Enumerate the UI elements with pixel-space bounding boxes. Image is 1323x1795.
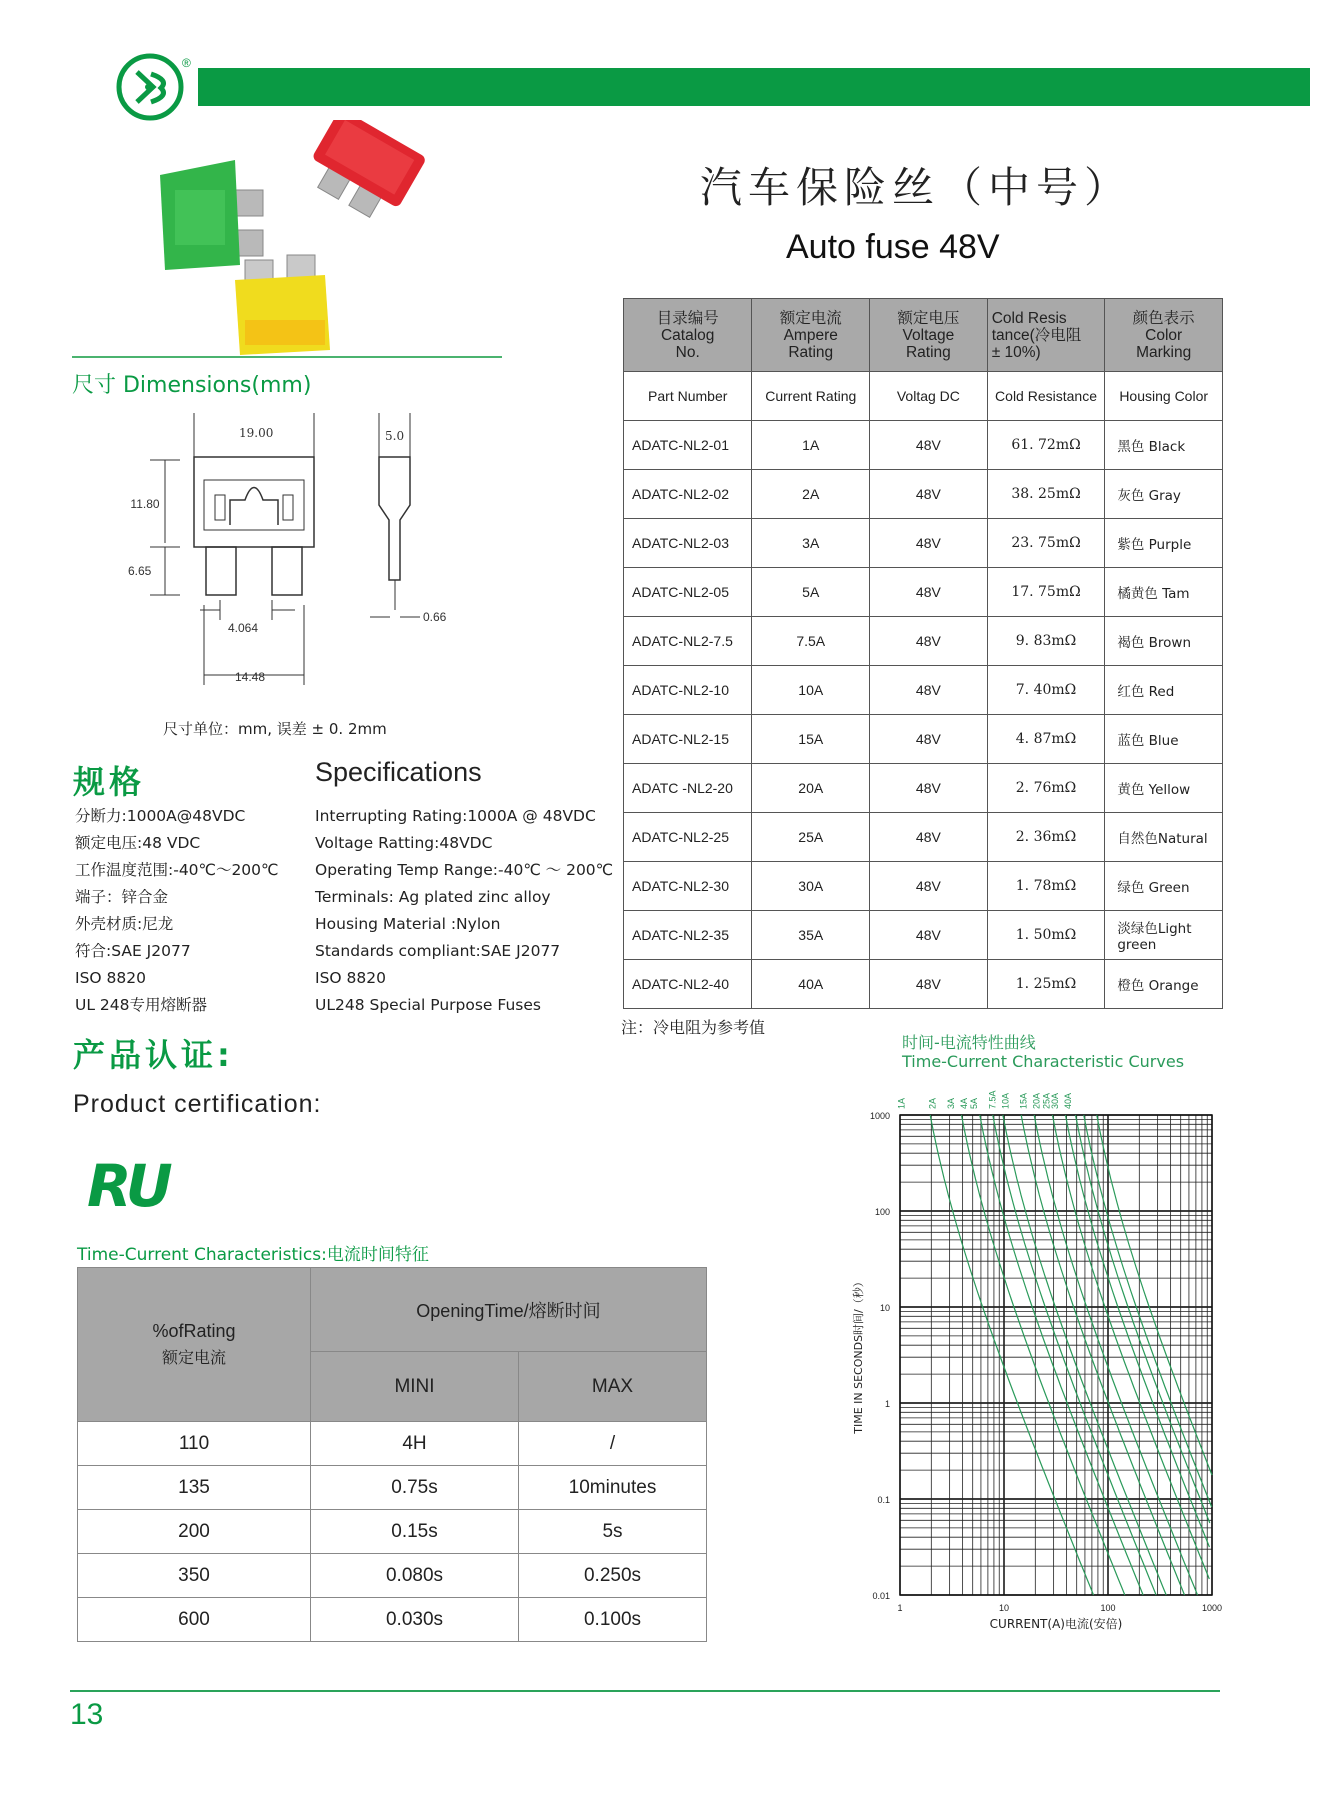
specs-list-cn (75, 803, 278, 1019)
dim-blade-thickness: 0.66 (423, 610, 447, 624)
header-ampere: 额定电流 Ampere Rating (752, 299, 870, 372)
current-rating-cell: 1A (752, 421, 870, 470)
spec-item: 额定电压:48 VDC (75, 834, 201, 852)
time-current-table (77, 1267, 707, 1642)
dim-body-height: 11.80 (130, 497, 160, 511)
tc-row (78, 1598, 707, 1642)
series-label: 20A (1031, 1092, 1042, 1109)
chart-title-en: Time-Current Characteristic Curves (902, 1052, 1185, 1071)
cold-resistance-cell: 17. 75mΩ (987, 568, 1105, 617)
spec-item: Voltage Ratting:48VDC (315, 834, 493, 852)
housing-color-cell: 绿色 Green (1105, 862, 1223, 911)
housing-color-cell: 灰色 Gray (1105, 470, 1223, 519)
page-title-cn: 汽车保险丝（中号） (700, 163, 1133, 212)
series-label: 30A (1049, 1092, 1060, 1109)
part-number-cell: ADATC-NL2-15 (624, 715, 752, 764)
spec-item: 端子：锌合金 (75, 888, 169, 906)
current-rating-cell: 3A (752, 519, 870, 568)
tc-max-cell: 0.100s (519, 1598, 707, 1642)
subheader-cell: Cold Resistance (987, 372, 1105, 421)
current-rating-cell: 10A (752, 666, 870, 715)
current-rating-cell: 25A (752, 813, 870, 862)
specs-heading-cn: 规格 (73, 763, 146, 801)
cold-resistance-cell: 9. 83mΩ (987, 617, 1105, 666)
current-rating-cell: 20A (752, 764, 870, 813)
curve-series (1076, 1115, 1210, 1523)
subheader-cell: Voltag DC (870, 372, 988, 421)
ul-recognized-logo (85, 1152, 185, 1216)
dim-width-top: 19.00 (239, 426, 274, 440)
y-tick-label: 10 (879, 1303, 890, 1313)
y-tick-label: 0.01 (872, 1591, 890, 1601)
spec-item: ISO 8820 (315, 969, 386, 987)
table-row (624, 519, 1223, 568)
spec-item: 工作温度范围:-40℃～200℃ (75, 861, 279, 879)
table-row (624, 470, 1223, 519)
curve-series (993, 1115, 1156, 1595)
table-row (624, 617, 1223, 666)
tc-row (78, 1466, 707, 1510)
subheader-cell: Housing Color (1105, 372, 1223, 421)
current-rating-cell: 30A (752, 862, 870, 911)
time-current-chart (840, 1070, 1230, 1670)
voltage-cell: 48V (870, 617, 988, 666)
table-subheader-row (624, 372, 1223, 421)
table-row (624, 764, 1223, 813)
housing-color-cell: 红色 Red (1105, 666, 1223, 715)
table-row (624, 568, 1223, 617)
tc-row (78, 1422, 707, 1466)
tc-opening-header: OpeningTime/熔断时间 (311, 1268, 707, 1352)
voltage-cell: 48V (870, 813, 988, 862)
series-label: 4A (958, 1097, 969, 1109)
dimensions-title: 尺寸 Dimensions(mm) (72, 373, 312, 398)
certification-heading-en: Product certification: (73, 1090, 322, 1118)
part-number-cell: ADATC-NL2-40 (624, 960, 752, 1009)
current-rating-cell: 35A (752, 911, 870, 960)
housing-color-cell: 黄色 Yellow (1105, 764, 1223, 813)
table-row (624, 813, 1223, 862)
tc-mini-cell: 0.15s (311, 1510, 519, 1554)
voltage-cell: 48V (870, 519, 988, 568)
housing-color-cell: 橘黄色 Tam (1105, 568, 1223, 617)
housing-color-cell: 蓝色 Blue (1105, 715, 1223, 764)
footer-divider (70, 1690, 1220, 1692)
part-number-cell: ADATC-NL2-10 (624, 666, 752, 715)
x-tick-label: 1000 (1201, 1603, 1223, 1613)
series-label: 40A (1062, 1092, 1073, 1109)
table-note: 注：冷电阻为参考值 (621, 1018, 766, 1037)
ul-mark-text: RU (87, 1152, 167, 1216)
part-number-cell: ADATC-NL2-03 (624, 519, 752, 568)
x-tick-label: 10 (998, 1603, 1010, 1613)
tc-mini-cell: 4H (311, 1422, 519, 1466)
company-logo (115, 52, 185, 122)
cold-resistance-cell: 1. 50mΩ (987, 911, 1105, 960)
curve-series (1066, 1115, 1210, 1547)
series-label: 5A (968, 1097, 979, 1109)
table-row (624, 911, 1223, 960)
spec-item: Standards compliant:SAE J2077 (315, 942, 561, 960)
chart-title (902, 1033, 1184, 1071)
tc-max-cell: 10minutes (519, 1466, 707, 1510)
dim-leg-height: 6.65 (128, 564, 152, 578)
housing-color-cell: 黑色 Black (1105, 421, 1223, 470)
current-rating-cell: 7.5A (752, 617, 870, 666)
registered-mark: ® (182, 56, 191, 70)
cold-resistance-cell: 7. 40mΩ (987, 666, 1105, 715)
cold-resistance-cell: 2. 36mΩ (987, 813, 1105, 862)
cold-resistance-cell: 1. 78mΩ (987, 862, 1105, 911)
subheader-cell: Part Number (624, 372, 752, 421)
cold-resistance-cell: 23. 75mΩ (987, 519, 1105, 568)
x-tick-label: 1 (897, 1603, 903, 1613)
voltage-cell: 48V (870, 568, 988, 617)
housing-color-cell: 淡绿色Light green (1105, 911, 1223, 960)
tc-mini-cell: 0.75s (311, 1466, 519, 1510)
table-row (624, 421, 1223, 470)
spec-item: 符合:SAE J2077 (75, 942, 191, 960)
tc-mini-cell: 0.080s (311, 1554, 519, 1598)
housing-color-cell: 橙色 Orange (1105, 960, 1223, 1009)
voltage-cell: 48V (870, 911, 988, 960)
spec-item: ISO 8820 (75, 969, 146, 987)
spec-item: Operating Temp Range:-40℃ ～ 200℃ (315, 861, 614, 879)
y-axis-label: TIME IN SECONDS时间/（秒） (852, 1276, 865, 1434)
cold-resistance-cell: 4. 87mΩ (987, 715, 1105, 764)
part-number-cell: ADATC-NL2-25 (624, 813, 752, 862)
part-number-cell: ADATC -NL2-20 (624, 764, 752, 813)
curve-series (1034, 1115, 1197, 1595)
series-label: 1A (896, 1097, 907, 1109)
header-catalog: 目录编号 Catalog No. (624, 299, 752, 372)
cold-resistance-cell: 1. 25mΩ (987, 960, 1105, 1009)
spec-item: UL 248专用熔断器 (75, 996, 207, 1014)
fuse-spec-table (623, 298, 1223, 1009)
table-header-row (624, 299, 1223, 372)
tc-row (78, 1554, 707, 1598)
series-label: 25A (1041, 1092, 1052, 1109)
subheader-cell: Current Rating (752, 372, 870, 421)
voltage-cell: 48V (870, 470, 988, 519)
spec-item: UL248 Special Purpose Fuses (315, 996, 541, 1014)
current-rating-cell: 5A (752, 568, 870, 617)
series-label: 2A (927, 1097, 938, 1109)
header-cold-resistance: Cold Resis tance(冷电阻 ± 10%) (987, 299, 1105, 372)
tc-rating-cell: 110 (78, 1422, 311, 1466)
housing-color-cell: 紫色 Purple (1105, 519, 1223, 568)
x-tick-label: 100 (1100, 1603, 1116, 1613)
tc-title: Time-Current Characteristics:电流时间特征 (77, 1245, 429, 1265)
part-number-cell: ADATC-NL2-01 (624, 421, 752, 470)
tc-row (78, 1510, 707, 1554)
part-number-cell: ADATC-NL2-35 (624, 911, 752, 960)
tc-header-row (78, 1268, 707, 1352)
part-number-cell: ADATC-NL2-02 (624, 470, 752, 519)
tc-rating-cell: 200 (78, 1510, 311, 1554)
table-row (624, 960, 1223, 1009)
divider (72, 356, 502, 358)
part-number-cell: ADATC-NL2-05 (624, 568, 752, 617)
dimension-drawing (120, 405, 470, 695)
page-number: 13 (70, 1698, 104, 1731)
y-tick-label: 100 (874, 1207, 890, 1217)
series-label: 15A (1018, 1092, 1029, 1109)
table-row (624, 715, 1223, 764)
voltage-cell: 48V (870, 421, 988, 470)
spec-item: 分断力:1000A@48VDC (75, 807, 246, 825)
current-rating-cell: 40A (752, 960, 870, 1009)
page-title-en: Auto fuse 48V (786, 228, 1000, 266)
dim-thickness: 5.0 (385, 429, 405, 443)
dim-overall-width: 14.48 (235, 670, 266, 684)
voltage-cell: 48V (870, 764, 988, 813)
table-row (624, 862, 1223, 911)
current-rating-cell: 2A (752, 470, 870, 519)
spec-item: Housing Material :Nylon (315, 915, 501, 933)
specs-list-en (315, 803, 613, 1019)
spec-item: 外壳材质:尼龙 (75, 915, 174, 933)
tc-rating-cell: 350 (78, 1554, 311, 1598)
series-label: 7.5A (987, 1090, 998, 1109)
tc-rating-header: %ofRating 额定电流 (78, 1268, 311, 1422)
voltage-cell: 48V (870, 862, 988, 911)
tc-max-cell: 5s (519, 1510, 707, 1554)
current-rating-cell: 15A (752, 715, 870, 764)
curve-series (1053, 1115, 1210, 1579)
chart-title-cn: 时间-电流特性曲线 (902, 1033, 1036, 1052)
part-number-cell: ADATC-NL2-30 (624, 862, 752, 911)
y-tick-label: 0.1 (877, 1495, 890, 1505)
x-axis-label: CURRENT(A)电流(安倍) (989, 1617, 1123, 1631)
spec-item: Interrupting Rating:1000A @ 48VDC (315, 807, 596, 825)
tc-max-header: MAX (519, 1352, 707, 1422)
tc-rating-cell: 600 (78, 1598, 311, 1642)
tc-rating-cell: 135 (78, 1466, 311, 1510)
dim-pitch: 4.064 (228, 621, 259, 635)
y-tick-label: 1000 (869, 1111, 890, 1121)
spec-item: Terminals: Ag plated zinc alloy (315, 888, 551, 906)
series-label: 10A (1000, 1092, 1011, 1109)
tc-max-cell: 0.250s (519, 1554, 707, 1598)
y-tick-label: 1 (884, 1399, 890, 1409)
header-color: 颜色表示 Color Marking (1105, 299, 1223, 372)
dimensions-note: 尺寸单位：mm, 误差 ± 0. 2mm (163, 720, 387, 738)
tc-mini-header: MINI (311, 1352, 519, 1422)
table-row (624, 666, 1223, 715)
tc-mini-cell: 0.030s (311, 1598, 519, 1642)
part-number-cell: ADATC-NL2-7.5 (624, 617, 752, 666)
cold-resistance-cell: 61. 72mΩ (987, 421, 1105, 470)
voltage-cell: 48V (870, 715, 988, 764)
specs-heading-en: Specifications (315, 757, 482, 787)
voltage-cell: 48V (870, 666, 988, 715)
header-voltage: 额定电压 Voltage Rating (870, 299, 988, 372)
series-label: 3A (945, 1097, 956, 1109)
voltage-cell: 48V (870, 960, 988, 1009)
tc-max-cell: / (519, 1422, 707, 1466)
housing-color-cell: 自然色Natural (1105, 813, 1223, 862)
cold-resistance-cell: 38. 25mΩ (987, 470, 1105, 519)
housing-color-cell: 褐色 Brown (1105, 617, 1223, 666)
header-bar (198, 68, 1310, 106)
certification-heading-cn: 产品认证: (73, 1036, 234, 1074)
cold-resistance-cell: 2. 76mΩ (987, 764, 1105, 813)
